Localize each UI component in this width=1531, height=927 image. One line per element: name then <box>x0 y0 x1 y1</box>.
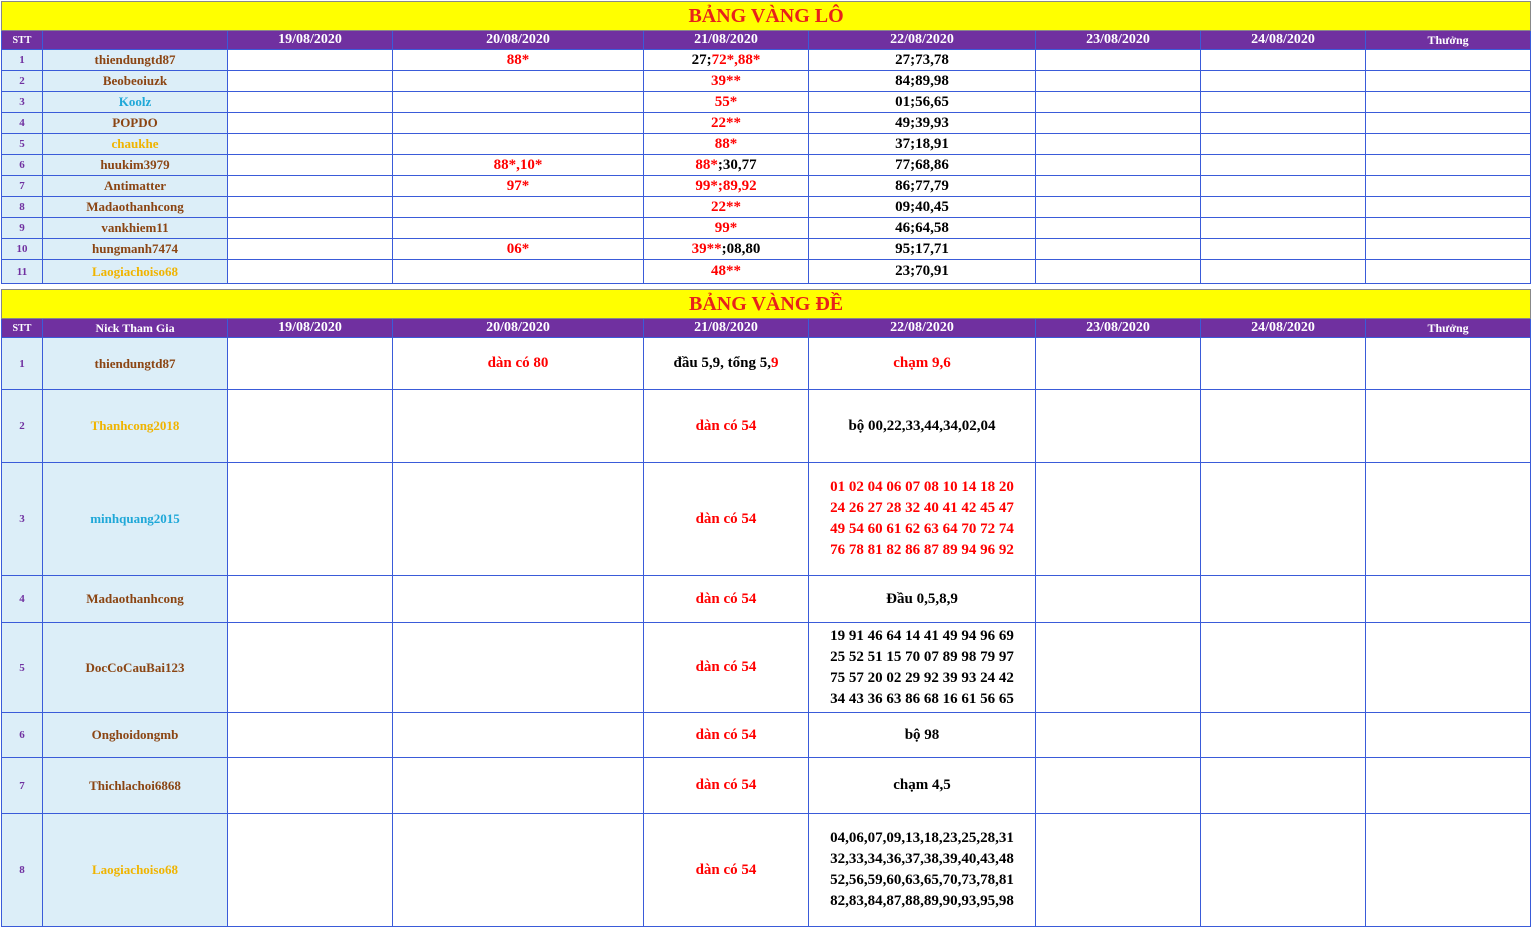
cell-line: chạm 9,6 <box>893 355 951 371</box>
cell-text: 46;64,58 <box>895 219 949 236</box>
entry-cell <box>1036 50 1201 71</box>
stt-cell: 8 <box>2 197 43 218</box>
entry-cell <box>393 463 644 576</box>
cell-line: 49 54 60 61 62 63 64 70 72 74 <box>830 521 1014 537</box>
entry-cell <box>809 338 1036 390</box>
de-header-date: 24/08/2020 <box>1201 319 1366 338</box>
table-row <box>2 260 1531 284</box>
entry-cell <box>393 260 644 284</box>
cell-text: 77;68,86 <box>895 156 949 173</box>
entry-cell <box>809 758 1036 814</box>
entry-cell <box>393 155 644 176</box>
entry-cell <box>393 623 644 713</box>
entry-cell <box>1366 134 1531 155</box>
entry-cell <box>1201 155 1366 176</box>
cell-text: 22** <box>711 114 741 131</box>
entry-cell <box>393 239 644 260</box>
table-row <box>2 92 1531 113</box>
cell-text: dàn có 54 <box>695 726 757 743</box>
cell-text: dàn có 54 <box>695 510 757 527</box>
entry-cell <box>228 338 393 390</box>
cell-text: dàn có 54 <box>695 861 757 878</box>
de-header-stt: STT <box>2 319 43 338</box>
de-header-date: 19/08/2020 <box>228 319 393 338</box>
entry-cell <box>1036 713 1201 758</box>
table-row <box>2 71 1531 92</box>
nick-cell: Madaothanhcong <box>43 576 228 623</box>
cell-line: 32,33,34,36,37,38,39,40,43,48 <box>830 851 1014 867</box>
entry-cell <box>1036 113 1201 134</box>
entry-cell <box>393 814 644 927</box>
entry-cell <box>1366 197 1531 218</box>
nick-cell: DocCoCauBai123 <box>43 623 228 713</box>
stt-cell: 7 <box>2 758 43 814</box>
entry-cell <box>393 576 644 623</box>
cell-text: dàn có 54 <box>695 417 757 434</box>
entry-cell <box>644 713 809 758</box>
entry-cell <box>1366 260 1531 284</box>
entry-cell <box>1201 239 1366 260</box>
lo-header-date: 21/08/2020 <box>644 31 809 50</box>
entry-cell <box>1036 239 1201 260</box>
entry-cell <box>809 71 1036 92</box>
entry-cell <box>644 463 809 576</box>
cell-text: 72*,88* <box>711 51 761 68</box>
cell-text: 99*;89,92 <box>695 177 757 194</box>
cell-text: ;08,80 <box>721 240 761 257</box>
entry-cell <box>644 758 809 814</box>
entry-cell <box>644 623 809 713</box>
entry-cell <box>809 92 1036 113</box>
entry-cell <box>644 92 809 113</box>
entry-cell <box>1201 71 1366 92</box>
entry-cell <box>1036 814 1201 927</box>
entry-cell <box>1366 576 1531 623</box>
cell-text: ;30,77 <box>717 156 757 173</box>
lo-header-date: 19/08/2020 <box>228 31 393 50</box>
entry-cell <box>1366 218 1531 239</box>
cell-text: 88*,10* <box>493 156 543 173</box>
stt-cell: 11 <box>2 260 43 284</box>
entry-cell <box>809 155 1036 176</box>
entry-cell <box>228 92 393 113</box>
entry-cell <box>228 814 393 927</box>
cell-text: 88* <box>714 135 738 152</box>
entry-cell <box>393 338 644 390</box>
entry-cell <box>644 576 809 623</box>
cell-text: 88* <box>695 156 718 173</box>
entry-cell <box>228 155 393 176</box>
entry-cell <box>1201 623 1366 713</box>
stt-cell: 2 <box>2 71 43 92</box>
cell-text: 99* <box>714 219 738 236</box>
cell-line: 24 26 27 28 32 40 41 42 45 47 <box>830 500 1014 516</box>
table-row <box>2 576 1531 623</box>
table-row <box>2 197 1531 218</box>
stt-cell: 4 <box>2 576 43 623</box>
entry-cell <box>644 260 809 284</box>
entry-cell <box>1201 758 1366 814</box>
lo-header-date: 20/08/2020 <box>393 31 644 50</box>
entry-cell <box>1366 176 1531 197</box>
entry-cell <box>393 50 644 71</box>
nick-cell: Thanhcong2018 <box>43 390 228 463</box>
entry-cell <box>1366 155 1531 176</box>
entry-cell <box>1036 134 1201 155</box>
nick-cell: thiendungtd87 <box>43 50 228 71</box>
de-header-date: 23/08/2020 <box>1036 319 1201 338</box>
entry-cell <box>1201 576 1366 623</box>
table-row <box>2 338 1531 390</box>
de-header-row <box>2 319 1531 338</box>
entry-cell <box>228 576 393 623</box>
entry-cell <box>644 197 809 218</box>
cell-text: 95;17,71 <box>895 240 949 257</box>
entry-cell <box>1036 576 1201 623</box>
cell-text: 27;73,78 <box>895 51 949 68</box>
table-row <box>2 239 1531 260</box>
de-header-nick: Nick Tham Gia <box>43 319 228 338</box>
nick-cell: Thichlachoi6868 <box>43 758 228 814</box>
entry-cell <box>228 50 393 71</box>
cell-text: 39** <box>691 240 722 257</box>
entry-cell <box>1366 463 1531 576</box>
entry-cell <box>228 623 393 713</box>
table-row <box>2 814 1531 927</box>
cell-text: 23;70,91 <box>895 263 949 279</box>
table-row <box>2 134 1531 155</box>
stt-cell: 4 <box>2 113 43 134</box>
stt-cell: 7 <box>2 176 43 197</box>
entry-cell <box>228 176 393 197</box>
entry-cell <box>228 71 393 92</box>
entry-cell <box>1036 338 1201 390</box>
entry-cell <box>1036 176 1201 197</box>
entry-cell <box>644 113 809 134</box>
nick-cell: Koolz <box>43 92 228 113</box>
stt-cell: 1 <box>2 50 43 71</box>
cell-line: 82,83,84,87,88,89,90,93,95,98 <box>830 893 1014 909</box>
entry-cell <box>644 814 809 927</box>
cell-text: 27; <box>691 51 712 68</box>
entry-cell <box>1036 71 1201 92</box>
stt-cell: 6 <box>2 713 43 758</box>
cell-text: 88* <box>506 51 530 68</box>
lo-header-row <box>2 31 1531 50</box>
entry-cell <box>1036 463 1201 576</box>
entry-cell <box>1201 260 1366 284</box>
nick-cell: Laogiachoiso68 <box>43 260 228 284</box>
entry-cell <box>1201 50 1366 71</box>
table-row <box>2 623 1531 713</box>
entry-cell <box>1366 390 1531 463</box>
entry-cell <box>644 71 809 92</box>
entry-cell <box>1366 713 1531 758</box>
entry-cell <box>228 134 393 155</box>
entry-cell <box>393 71 644 92</box>
entry-cell <box>809 390 1036 463</box>
table-row <box>2 390 1531 463</box>
stt-cell: 10 <box>2 239 43 260</box>
de-table <box>1 289 1531 927</box>
entry-cell <box>1366 113 1531 134</box>
cell-text: 9 <box>771 355 779 371</box>
cell-line: 34 43 36 63 86 68 16 61 56 65 <box>830 690 1014 707</box>
entry-cell <box>1201 463 1366 576</box>
table-row <box>2 218 1531 239</box>
entry-cell <box>393 113 644 134</box>
stt-cell: 3 <box>2 92 43 113</box>
entry-cell <box>809 239 1036 260</box>
entry-cell <box>393 713 644 758</box>
nick-cell: huukim3979 <box>43 155 228 176</box>
cell-text: dàn có 54 <box>695 590 757 607</box>
cell-text: 22** <box>711 198 741 215</box>
entry-cell <box>1201 218 1366 239</box>
entry-cell <box>809 576 1036 623</box>
cell-text: dàn có 80 <box>487 355 549 371</box>
entry-cell <box>644 390 809 463</box>
entry-cell <box>393 390 644 463</box>
stt-cell: 8 <box>2 814 43 927</box>
cell-line: bộ 00,22,33,44,34,02,04 <box>848 417 996 434</box>
de-header-date: 21/08/2020 <box>644 319 809 338</box>
table-row <box>2 113 1531 134</box>
cell-text: dàn có 54 <box>695 777 757 793</box>
cell-text: 06* <box>506 240 530 257</box>
entry-cell <box>644 218 809 239</box>
entry-cell <box>1201 197 1366 218</box>
cell-line: chạm 4,5 <box>893 777 951 793</box>
cell-line: 76 78 81 82 86 87 89 94 96 92 <box>830 542 1014 558</box>
lo-table <box>1 1 1531 284</box>
stt-cell: 2 <box>2 390 43 463</box>
entry-cell <box>1201 176 1366 197</box>
entry-cell <box>228 113 393 134</box>
nick-cell: thiendungtd87 <box>43 338 228 390</box>
entry-cell <box>1366 239 1531 260</box>
cell-line: 52,56,59,60,63,65,70,73,78,81 <box>830 872 1014 888</box>
nick-cell: Onghoidongmb <box>43 713 228 758</box>
cell-text: 49;39,93 <box>895 114 949 131</box>
nick-cell: Beobeoiuzk <box>43 71 228 92</box>
entry-cell <box>809 50 1036 71</box>
stt-cell: 5 <box>2 134 43 155</box>
cell-text: 37;18,91 <box>895 135 949 152</box>
de-title: BẢNG VÀNG ĐỀ <box>2 290 1531 319</box>
entry-cell <box>1366 758 1531 814</box>
entry-cell <box>1201 713 1366 758</box>
lo-header-stt: STT <box>2 31 43 50</box>
entry-cell <box>1201 390 1366 463</box>
entry-cell <box>1036 260 1201 284</box>
entry-cell <box>228 713 393 758</box>
cell-text: 97* <box>506 177 530 194</box>
lo-header-date: 22/08/2020 <box>809 31 1036 50</box>
stt-cell: 5 <box>2 623 43 713</box>
cell-text: 84;89,98 <box>895 72 949 89</box>
entry-cell <box>1366 71 1531 92</box>
cell-text: 86;77,79 <box>895 177 949 194</box>
entry-cell <box>393 197 644 218</box>
cell-text: dàn có 54 <box>695 659 757 675</box>
entry-cell <box>1201 814 1366 927</box>
cell-line: 75 57 20 02 29 92 39 93 24 42 <box>830 669 1014 686</box>
cell-text: đầu 5,9, tổng 5, <box>673 355 772 371</box>
de-header-date: 22/08/2020 <box>809 319 1036 338</box>
entry-cell <box>228 239 393 260</box>
entry-cell <box>809 176 1036 197</box>
entry-cell <box>644 50 809 71</box>
entry-cell <box>809 113 1036 134</box>
entry-cell <box>1366 814 1531 927</box>
entry-cell <box>228 197 393 218</box>
entry-cell <box>809 623 1036 713</box>
nick-cell: vankhiem11 <box>43 218 228 239</box>
de-title-row <box>2 290 1531 319</box>
nick-cell: Madaothanhcong <box>43 197 228 218</box>
entry-cell <box>228 390 393 463</box>
entry-cell <box>1201 134 1366 155</box>
entry-cell <box>228 260 393 284</box>
entry-cell <box>644 338 809 390</box>
entry-cell <box>644 155 809 176</box>
entry-cell <box>1036 390 1201 463</box>
nick-cell: chaukhe <box>43 134 228 155</box>
entry-cell <box>1036 155 1201 176</box>
lo-title-row <box>2 2 1531 31</box>
entry-cell <box>809 260 1036 284</box>
table-row <box>2 463 1531 576</box>
cell-text: 01;56,65 <box>895 93 949 110</box>
nick-cell: minhquang2015 <box>43 463 228 576</box>
cell-line: bộ 98 <box>904 726 940 743</box>
nick-cell: Antimatter <box>43 176 228 197</box>
de-header-date: 20/08/2020 <box>393 319 644 338</box>
entry-cell <box>1201 113 1366 134</box>
entry-cell <box>809 713 1036 758</box>
stt-cell: 1 <box>2 338 43 390</box>
cell-text: 55* <box>714 93 738 110</box>
lo-header-date: 24/08/2020 <box>1201 31 1366 50</box>
entry-cell <box>228 758 393 814</box>
cell-text: 09;40,45 <box>895 198 949 215</box>
de-header-reward: Thưởng <box>1366 319 1531 338</box>
nick-cell: POPDO <box>43 113 228 134</box>
cell-text: 48** <box>711 263 741 279</box>
cell-line: Đầu 0,5,8,9 <box>886 590 958 607</box>
lo-title: BẢNG VÀNG LÔ <box>2 2 1531 31</box>
table-row <box>2 176 1531 197</box>
entry-cell <box>1201 92 1366 113</box>
entry-cell <box>644 134 809 155</box>
nick-cell: hungmanh7474 <box>43 239 228 260</box>
entry-cell <box>809 814 1036 927</box>
stt-cell: 9 <box>2 218 43 239</box>
table-row <box>2 758 1531 814</box>
table-row <box>2 713 1531 758</box>
stt-cell: 3 <box>2 463 43 576</box>
entry-cell <box>393 176 644 197</box>
entry-cell <box>1366 92 1531 113</box>
cell-line: 19 91 46 64 14 41 49 94 96 69 <box>830 627 1014 644</box>
entry-cell <box>1036 218 1201 239</box>
entry-cell <box>228 463 393 576</box>
entry-cell <box>393 92 644 113</box>
entry-cell <box>1201 338 1366 390</box>
entry-cell <box>1366 623 1531 713</box>
cell-line: 25 52 51 15 70 07 89 98 79 97 <box>830 648 1014 665</box>
entry-cell <box>1036 623 1201 713</box>
entry-cell <box>644 176 809 197</box>
entry-cell <box>644 239 809 260</box>
cell-line: 04,06,07,09,13,18,23,25,28,31 <box>830 830 1014 846</box>
entry-cell <box>1036 758 1201 814</box>
lo-body <box>2 50 1531 284</box>
entry-cell <box>393 758 644 814</box>
entry-cell <box>809 218 1036 239</box>
stt-cell: 6 <box>2 155 43 176</box>
de-body <box>2 338 1531 927</box>
entry-cell <box>393 134 644 155</box>
cell-text: 39** <box>711 72 741 89</box>
entry-cell <box>809 463 1036 576</box>
entry-cell <box>1036 92 1201 113</box>
lo-header-reward: Thưởng <box>1366 31 1531 50</box>
lo-header-date: 23/08/2020 <box>1036 31 1201 50</box>
entry-cell <box>1366 338 1531 390</box>
entry-cell <box>228 218 393 239</box>
entry-cell <box>809 197 1036 218</box>
entry-cell <box>809 134 1036 155</box>
table-row <box>2 50 1531 71</box>
table-row <box>2 155 1531 176</box>
nick-cell: Laogiachoiso68 <box>43 814 228 927</box>
entry-cell <box>1036 197 1201 218</box>
entry-cell <box>393 218 644 239</box>
cell-line: 01 02 04 06 07 08 10 14 18 20 <box>830 479 1014 495</box>
lo-header-nick <box>43 31 228 50</box>
entry-cell <box>1366 50 1531 71</box>
